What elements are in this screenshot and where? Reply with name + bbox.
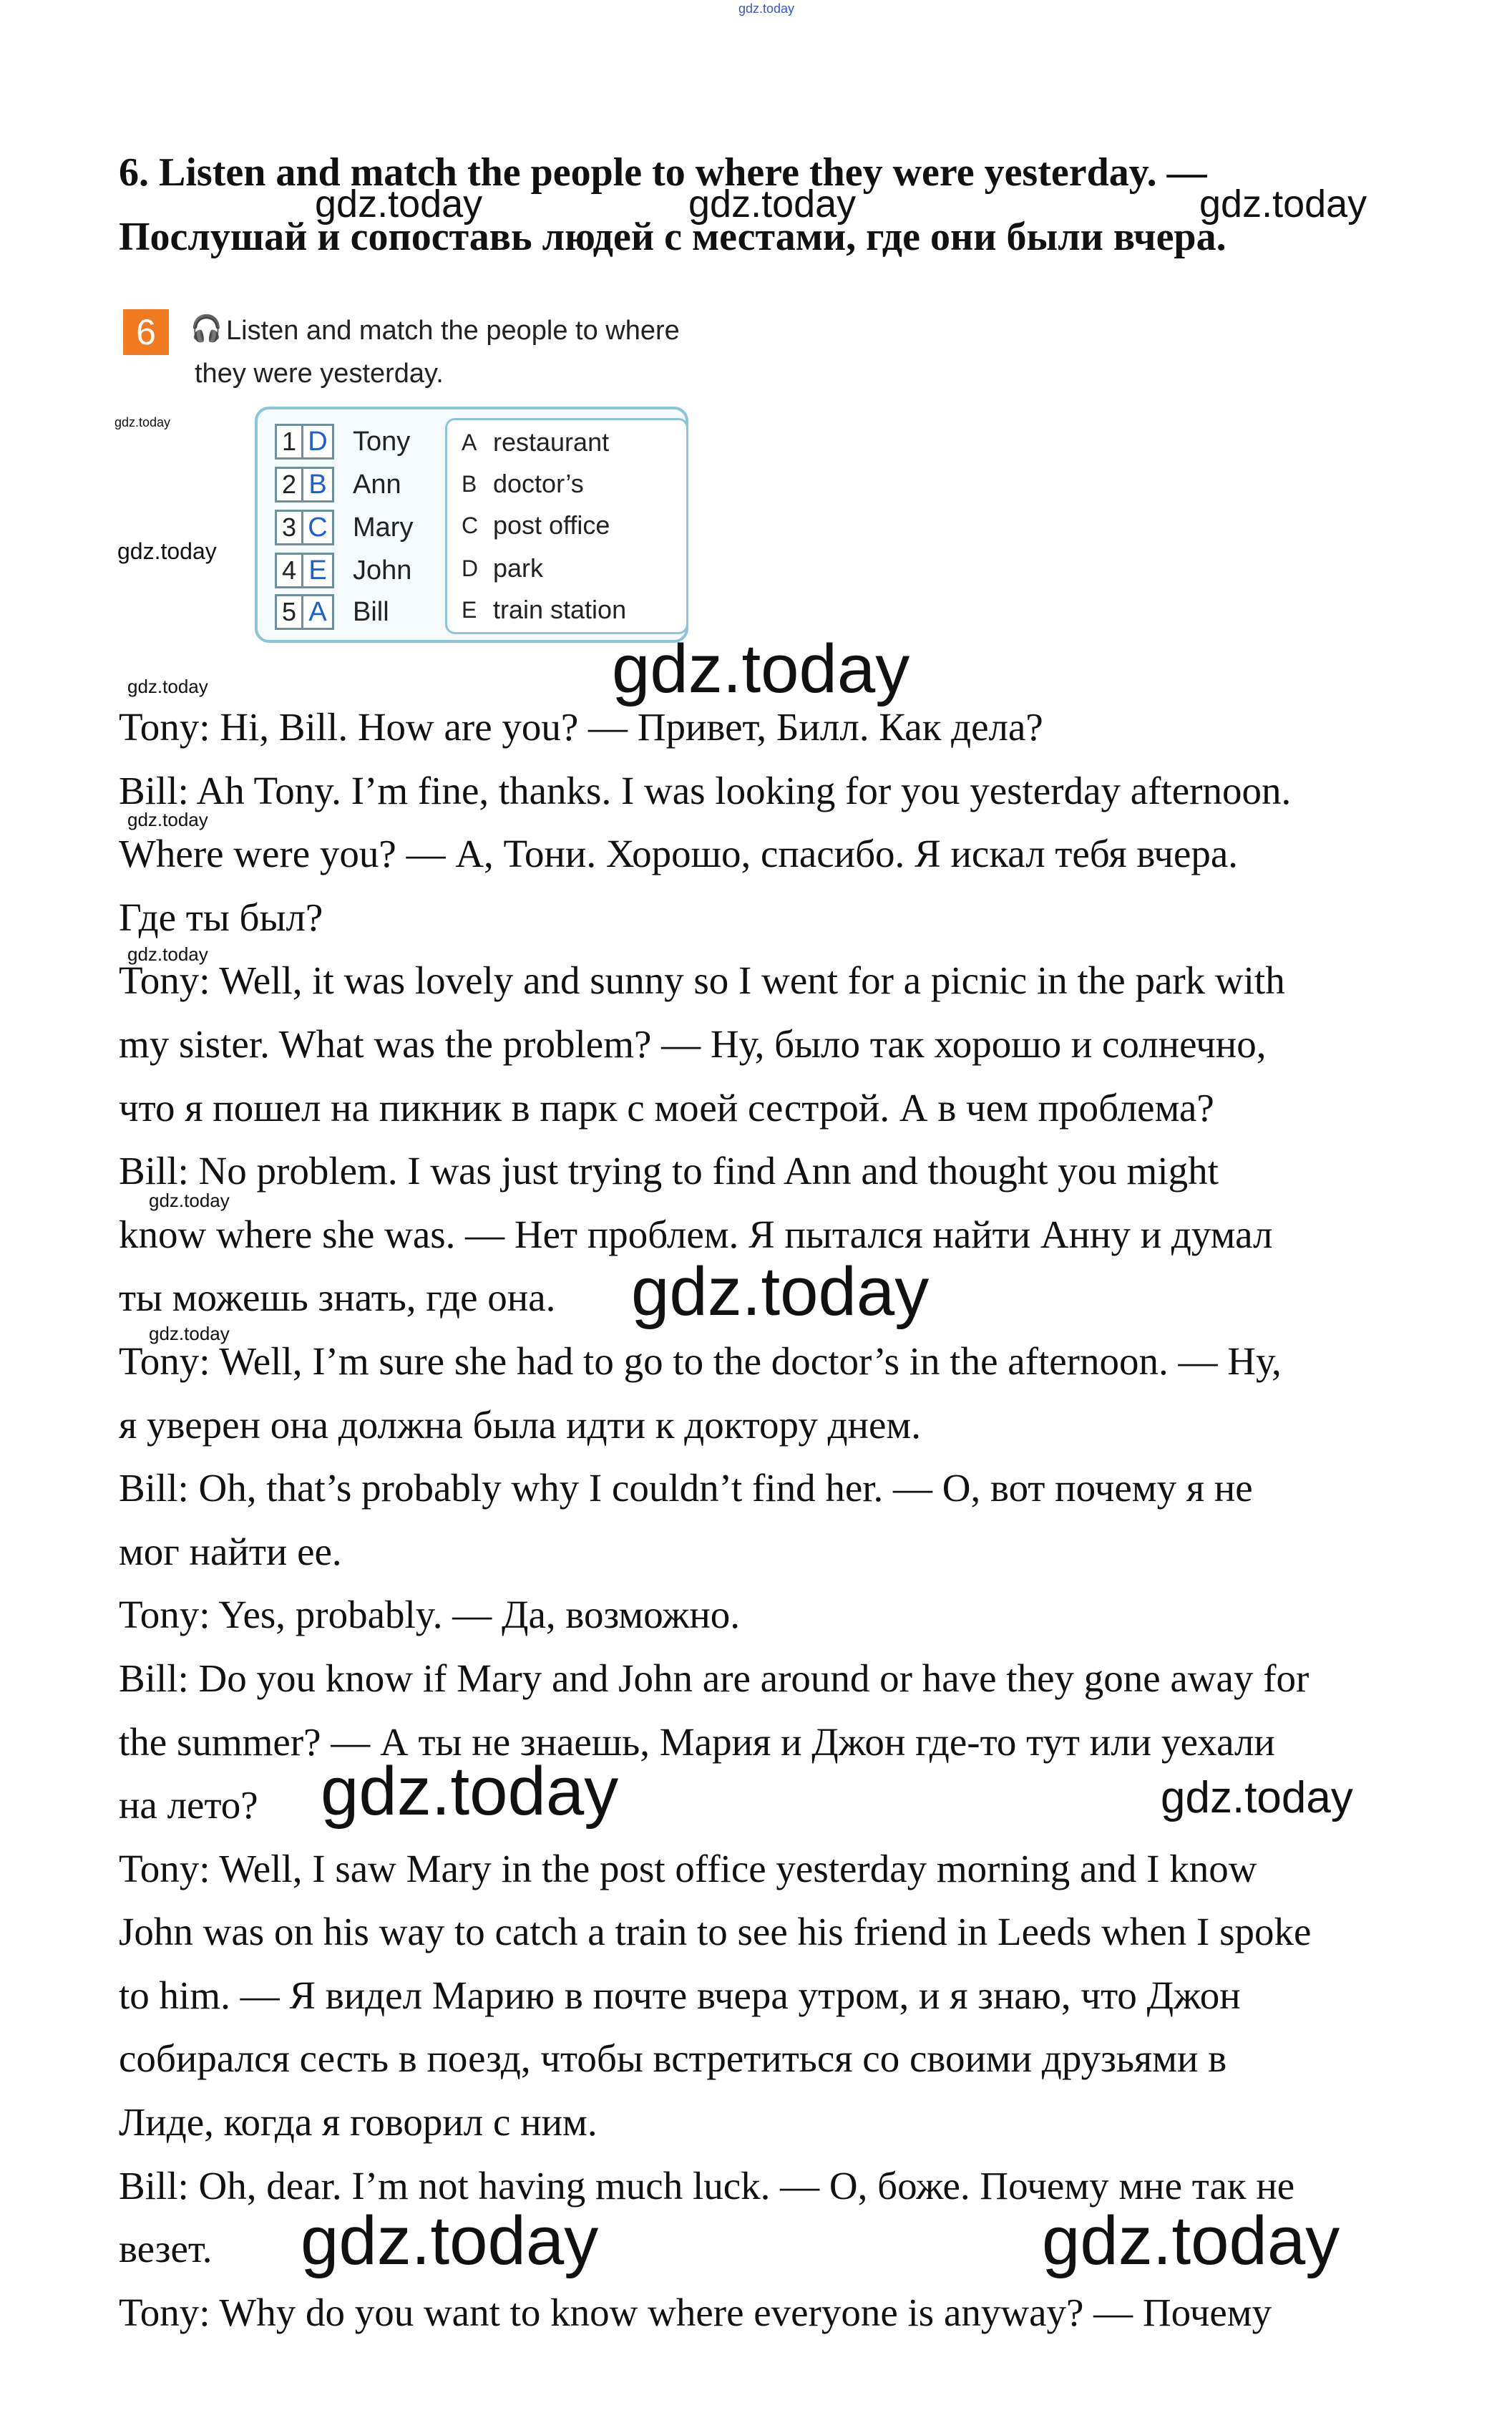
exercise-number-badge: 6 bbox=[123, 309, 169, 355]
dialogue-line: везет. bbox=[119, 2227, 213, 2271]
watermark: gdz.today bbox=[127, 943, 208, 965]
dialogue-line: Tony: Why do you want to know where everyone is anyway? — Почему bbox=[119, 2290, 1272, 2334]
dialogue-line: to him. — Я видел Марию в почте вчера утром, и я знаю, что Джон bbox=[119, 1973, 1241, 2017]
dialogue-line: Bill: No problem. I was just trying to find Ann and thought you might bbox=[119, 1149, 1219, 1193]
place-name: park bbox=[493, 553, 544, 583]
watermark: gdz.today bbox=[1161, 1773, 1353, 1822]
answer-letter: A bbox=[301, 594, 334, 630]
dialogue-line: Лиде, когда я говорил с ним. bbox=[119, 2100, 598, 2145]
watermark: gdz.today bbox=[612, 631, 910, 707]
person-name: Bill bbox=[353, 596, 389, 627]
exercise-instruction bbox=[195, 309, 727, 395]
dialogue-line: ты можешь знать, где она. bbox=[119, 1276, 556, 1320]
watermark: gdz.today bbox=[127, 676, 208, 697]
heading-russian: Послушай и сопоставь людей с местами, где они были вчера. bbox=[119, 215, 1226, 259]
watermark: gdz.today bbox=[321, 1753, 619, 1830]
dialogue-line: Bill: Oh, dear. I’m not having much luck. — О, боже. Почему мне так не bbox=[119, 2163, 1295, 2208]
place-letter: C bbox=[462, 512, 479, 538]
heading-english: 6. Listen and match the people to where they were yesterday. — bbox=[119, 150, 1207, 195]
watermark: gdz.today bbox=[149, 1190, 230, 1211]
dialogue-line: John was on his way to catch a train to see his friend in Leeds when I spoke bbox=[119, 1910, 1312, 1954]
person-name: John bbox=[353, 555, 412, 586]
answer-letter: C bbox=[301, 510, 334, 545]
dialogue-line: Tony: Well, I saw Mary in the post office yesterday morning and I know bbox=[119, 1846, 1257, 1890]
dialogue-line: Bill: Ah Tony. I’m fine, thanks. I was looking for you yesterday afternoon. bbox=[119, 768, 1292, 812]
watermark bbox=[114, 1381, 117, 1382]
dialogue-line: Где ты был? bbox=[119, 895, 323, 939]
person-row bbox=[275, 424, 410, 460]
dialogue-line: my sister. What was the problem? — Ну, было так хорошо и солнечно, bbox=[119, 1021, 1267, 1066]
watermark: gdz.today bbox=[127, 809, 208, 830]
place-row bbox=[462, 424, 609, 460]
answer-letter: D bbox=[301, 424, 334, 460]
answer-letter: E bbox=[301, 553, 334, 588]
person-row bbox=[275, 553, 411, 588]
headphones-icon: 🎧 bbox=[190, 314, 223, 344]
watermark: gdz.today bbox=[117, 538, 217, 564]
watermark: gdz.today bbox=[114, 415, 171, 429]
row-number: 3 bbox=[275, 510, 301, 545]
place-letter: E bbox=[462, 596, 477, 623]
person-row bbox=[275, 594, 389, 630]
answer-letter: B bbox=[301, 467, 334, 502]
dialogue-line: на лето? bbox=[119, 1783, 258, 1827]
person-name: Tony bbox=[353, 426, 411, 457]
person-row bbox=[275, 510, 413, 545]
place-name: restaurant bbox=[493, 427, 610, 457]
place-letter: A bbox=[462, 429, 477, 455]
dialogue-line: Where were you? — А, Тони. Хорошо, спасибо. Я искал тебя вчера. bbox=[119, 832, 1239, 876]
place-row bbox=[462, 550, 543, 586]
place-name: train station bbox=[493, 595, 627, 624]
watermark: gdz.today bbox=[1042, 2203, 1340, 2279]
dialogue-line: Tony: Well, it was lovely and sunny so I went for a picnic in the park with bbox=[119, 958, 1285, 1003]
watermark: gdz.today bbox=[149, 1323, 230, 1344]
watermark-top: gdz.today bbox=[738, 1, 795, 16]
row-number: 1 bbox=[275, 424, 301, 460]
watermark: gdz.today bbox=[315, 183, 483, 225]
person-row bbox=[275, 467, 401, 502]
place-name: doctor’s bbox=[493, 469, 584, 498]
watermark: gdz.today bbox=[301, 2203, 599, 2279]
watermark: gdz.today bbox=[688, 183, 857, 225]
place-letter: B bbox=[462, 470, 477, 497]
place-name: post office bbox=[493, 510, 610, 540]
row-number: 5 bbox=[275, 594, 301, 630]
dialogue-line: Tony: Well, I’m sure she had to go to the doctor’s in the afternoon. — Ну, bbox=[119, 1339, 1282, 1383]
dialogue-line: Tony: Yes, probably. — Да, возможно. bbox=[119, 1593, 741, 1637]
place-row bbox=[462, 592, 626, 628]
dialogue-line: я уверен она должна была идти к доктору днем. bbox=[119, 1402, 921, 1447]
instruction-line-2: they were yesterday. bbox=[195, 359, 444, 389]
exercise-card bbox=[119, 301, 720, 659]
dialogue-line: Bill: Do you know if Mary and John are around or have they gone away for bbox=[119, 1656, 1309, 1700]
person-name: Mary bbox=[353, 512, 414, 543]
instruction-line-1: Listen and match the people to where bbox=[226, 316, 680, 346]
place-letter: D bbox=[462, 555, 479, 581]
dialogue-line: собирался сесть в поезд, чтобы встретиться со своими друзьями в bbox=[119, 2036, 1227, 2081]
dialogue-transcript bbox=[119, 696, 1457, 2344]
matching-table bbox=[255, 407, 688, 643]
row-number: 2 bbox=[275, 467, 301, 502]
places-panel bbox=[445, 418, 688, 634]
dialogue-line: the summer? — А ты не знаешь, Мария и Джон где-то тут или уехали bbox=[119, 1719, 1275, 1764]
watermark: gdz.today bbox=[1199, 183, 1367, 225]
dialogue-line: мог найти ее. bbox=[119, 1529, 342, 1573]
person-name: Ann bbox=[353, 469, 401, 500]
dialogue-line: что я пошел на пикник в парк с моей сестрой. А в чем проблема? bbox=[119, 1085, 1214, 1130]
dialogue-line: Tony: Hi, Bill. How are you? — Привет, Билл. Как дела? bbox=[119, 705, 1043, 749]
dialogue-line: know where she was. — Нет проблем. Я пытался найти Анну и думал bbox=[119, 1212, 1273, 1256]
dialogue-line: Bill: Oh, that’s probably why I couldn’t find her. — О, вот почему я не bbox=[119, 1466, 1253, 1510]
place-row bbox=[462, 466, 584, 502]
row-number: 4 bbox=[275, 553, 301, 588]
watermark: gdz.today bbox=[631, 1253, 930, 1330]
place-row bbox=[462, 508, 610, 543]
